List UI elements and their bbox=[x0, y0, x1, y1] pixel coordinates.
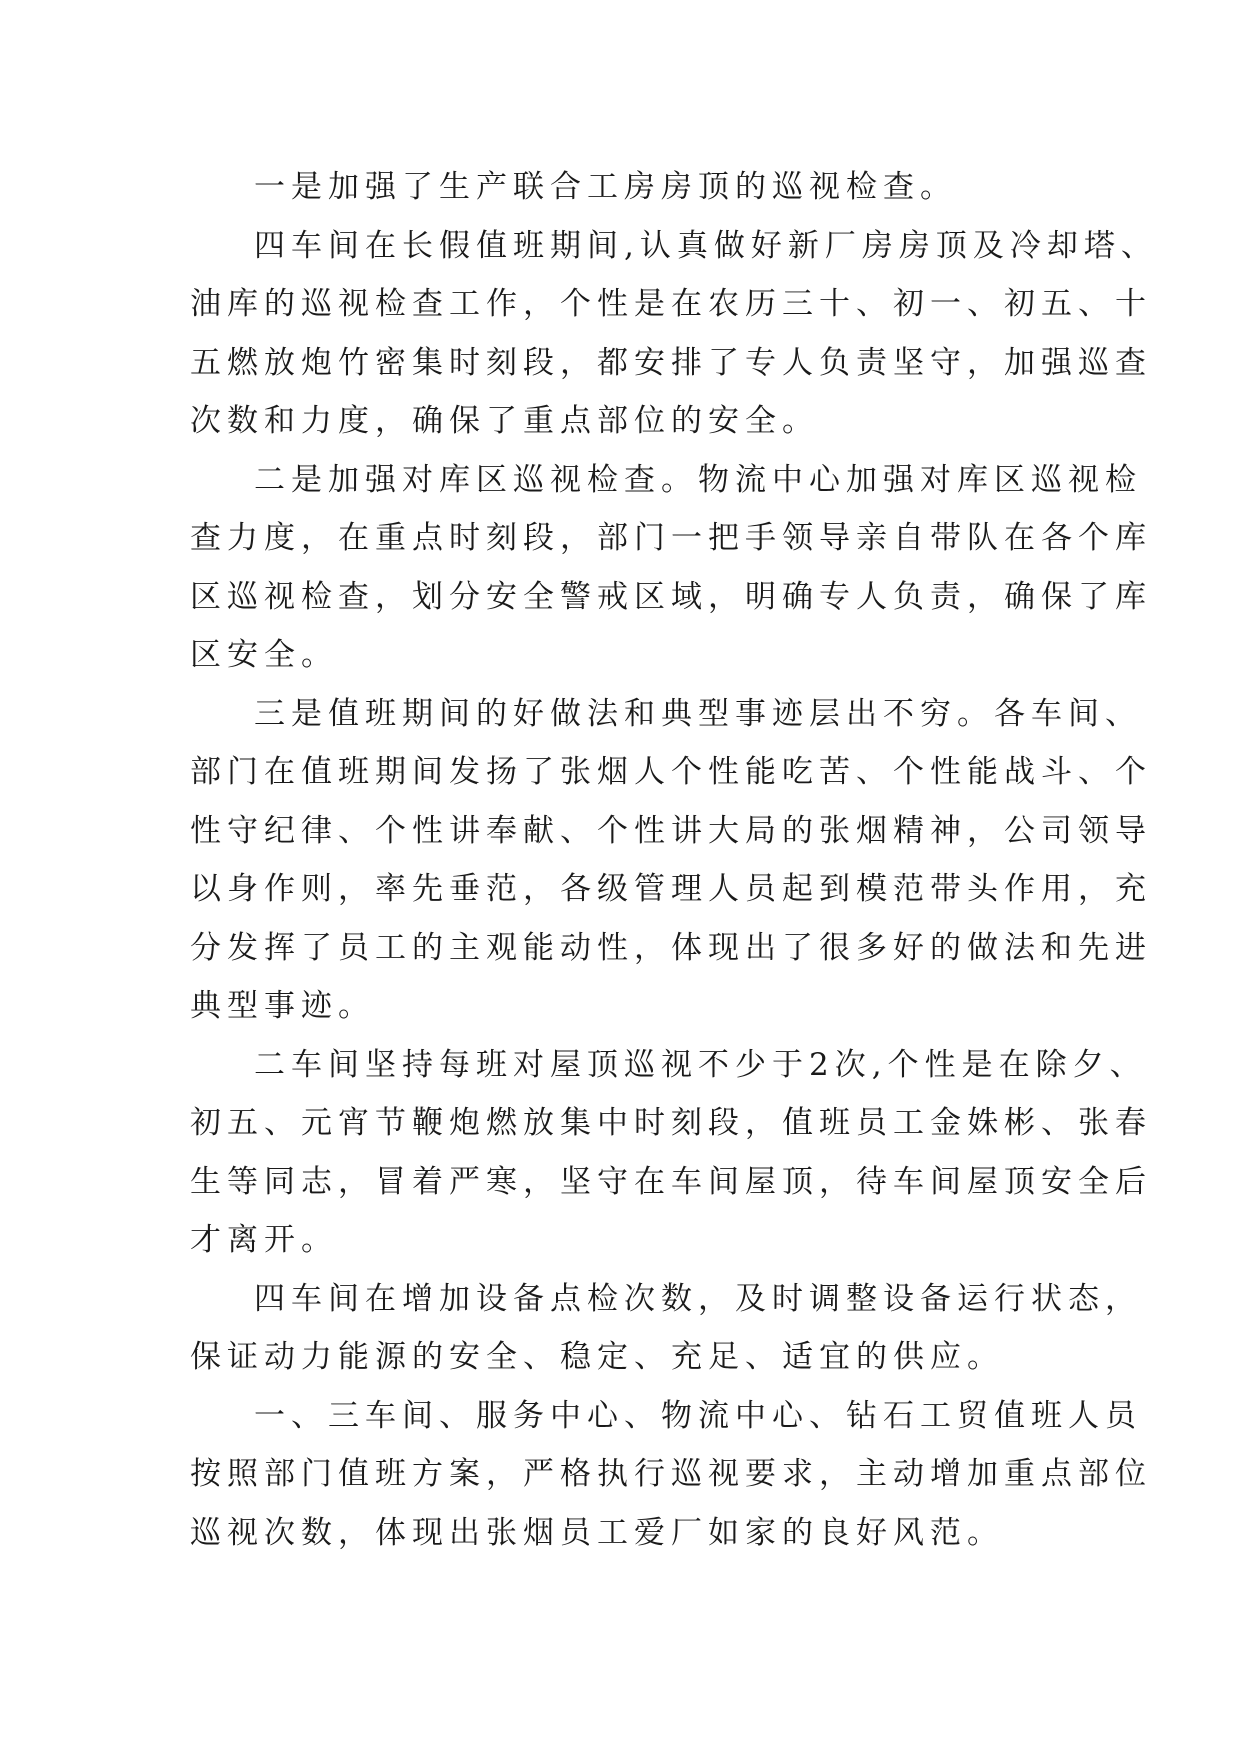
paragraph-line: 初五、元宵节鞭炮燃放集中时刻段，值班员工金姝彬、张春 bbox=[190, 1105, 1152, 1141]
paragraph-line: 次数和力度，确保了重点部位的安全。 bbox=[190, 403, 819, 439]
paragraph-line: 二是加强对库区巡视检查。物流中心加强对库区巡视检 bbox=[254, 461, 1142, 498]
paragraph-line: 分发挥了员工的主观能动性，体现出了很多好的做法和先进 bbox=[190, 929, 1152, 966]
paragraph-line: 一、三车间、服务中心、物流中心、钻石工贸值班人员 bbox=[254, 1397, 1142, 1434]
paragraph-line: 生等同志，冒着严寒，坚守在车间屋顶，待车间屋顶安全后 bbox=[190, 1163, 1152, 1200]
paragraph-line: 二车间坚持每班对屋顶巡视不少于2次,个性是在除夕、 bbox=[254, 1046, 1147, 1083]
paragraph-line: 典型事迹。 bbox=[190, 988, 375, 1024]
paragraph-line: 四车间在增加设备点检次数，及时调整设备运行状态， bbox=[254, 1280, 1142, 1317]
paragraph-line: 五燃放炮竹密集时刻段，都安排了专人负责坚守，加强巡查 bbox=[190, 344, 1152, 381]
paragraph-line: 油库的巡视检查工作，个性是在农历三十、初一、初五、十 bbox=[190, 286, 1152, 322]
paragraph-line: 三是值班期间的好做法和典型事迹层出不穷。各车间、 bbox=[254, 695, 1142, 732]
paragraph-line: 巡视次数，体现出张烟员工爱厂如家的良好风范。 bbox=[190, 1514, 1004, 1551]
paragraph-line: 一是加强了生产联合工房房顶的巡视检查。 bbox=[254, 169, 957, 205]
paragraph-line: 查力度，在重点时刻段，部门一把手领导亲自带队在各个库 bbox=[190, 520, 1152, 556]
paragraph-line: 四车间在长假值班期间,认真做好新厂房房顶及冷却塔、 bbox=[254, 227, 1158, 264]
paragraph-line: 区安全。 bbox=[190, 637, 338, 673]
paragraph-line: 以身作则，率先垂范，各级管理人员起到模范带头作用，充 bbox=[190, 871, 1152, 907]
paragraph-line: 区巡视检查，划分安全警戒区域，明确专人负责，确保了库 bbox=[190, 578, 1152, 615]
paragraph-line: 性守纪律、个性讲奉献、个性讲大局的张烟精神，公司领导 bbox=[190, 812, 1152, 849]
paragraph-line: 才离开。 bbox=[190, 1222, 338, 1258]
paragraph-line: 按照部门值班方案，严格执行巡视要求，主动增加重点部位 bbox=[190, 1456, 1152, 1492]
document-body bbox=[190, 158, 1158, 1562]
paragraph-line: 保证动力能源的安全、稳定、充足、适宜的供应。 bbox=[190, 1339, 1004, 1375]
paragraph-line: 部门在值班期间发扬了张烟人个性能吃苦、个性能战斗、个 bbox=[190, 754, 1152, 790]
